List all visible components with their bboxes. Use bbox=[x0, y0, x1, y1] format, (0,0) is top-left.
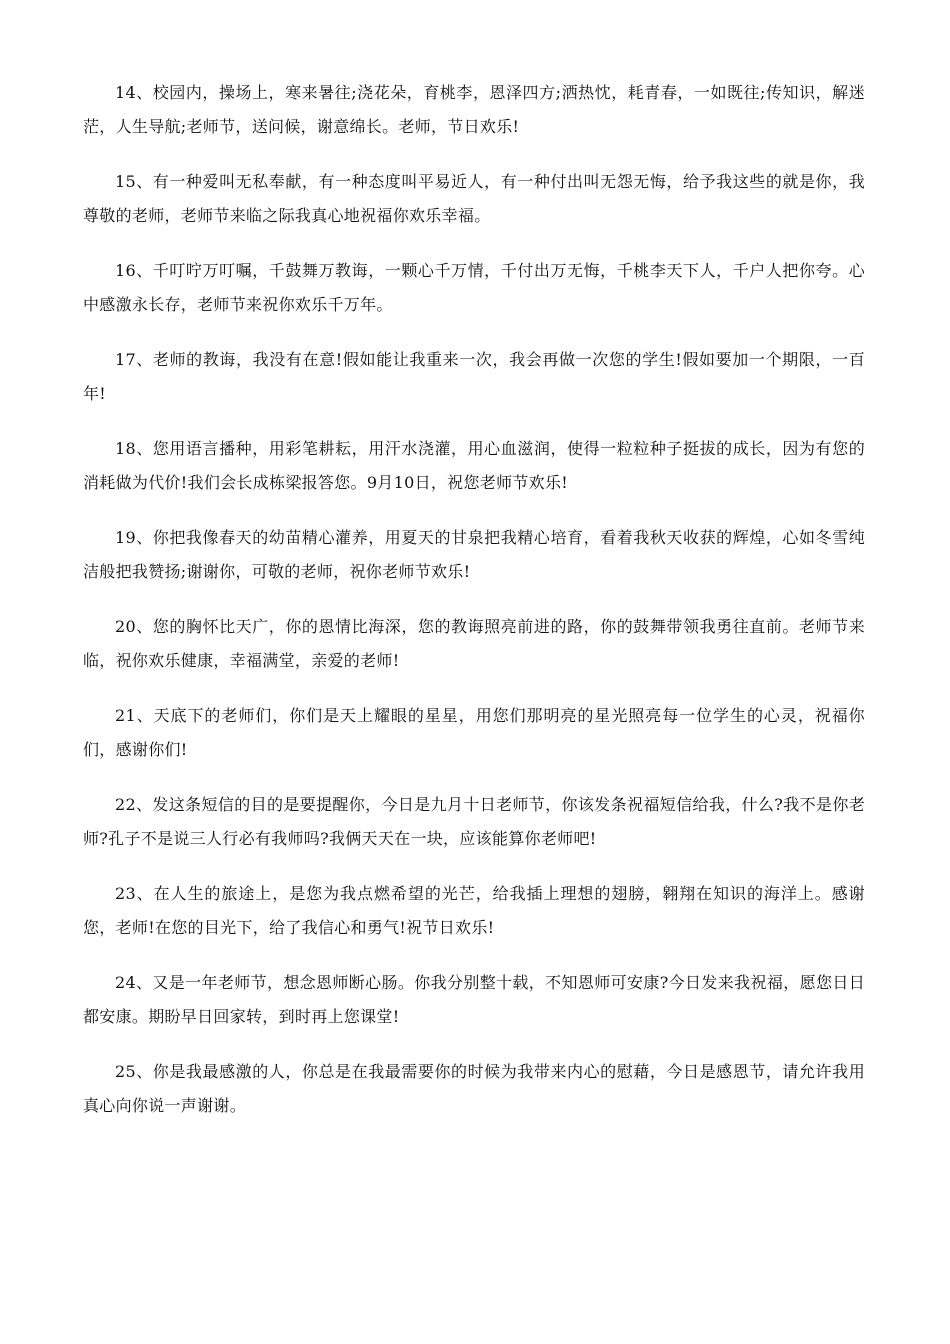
paragraph-15: 15、有一种爱叫无私奉献，有一种态度叫平易近人，有一种付出叫无怨无悔，给予我这些的就是你，我尊敬的老师，老师节来临之际我真心地祝福你欢乐幸福。 bbox=[83, 172, 865, 225]
paragraph-22: 22、发这条短信的目的是要提醒你，今日是九月十日老师节，你该发条祝福短信给我，什么?我不是你老师?孔子不是说三人行必有我师吗?我俩天天在一块，应该能算你老师吧! bbox=[83, 795, 865, 848]
paragraph-23: 23、在人生的旅途上，是您为我点燃希望的光芒，给我插上理想的翅膀，翱翔在知识的海洋上。感谢您，老师!在您的目光下，给了我信心和勇气!祝节日欢乐! bbox=[83, 884, 865, 937]
paragraph-17: 17、老师的教诲，我没有在意!假如能让我重来一次，我会再做一次您的学生!假如要加一个期限，一百年! bbox=[83, 350, 865, 403]
paragraph-20: 20、您的胸怀比天广，你的恩情比海深，您的教诲照亮前进的路，你的鼓舞带领我勇往直前。老师节来临，祝你欢乐健康，幸福满堂，亲爱的老师! bbox=[83, 617, 865, 670]
paragraph-25: 25、你是我最感激的人，你总是在我最需要你的时候为我带来内心的慰藉，今日是感恩节，请允许我用真心向你说一声谢谢。 bbox=[83, 1062, 865, 1115]
paragraph-24: 24、又是一年老师节，想念恩师断心肠。你我分别整十载，不知恩师可安康?今日发来我祝福，愿您日日都安康。期盼早日回家转，到时再上您课堂! bbox=[83, 973, 865, 1026]
paragraph-14: 14、校园内，操场上，寒来暑往;浇花朵，育桃李，恩泽四方;洒热忱，耗青春，一如既往;传知识，解迷茫，人生导航;老师节，送问候，谢意绵长。老师，节日欢乐! bbox=[83, 83, 865, 136]
paragraph-16: 16、千叮咛万叮嘱，千鼓舞万教诲，一颗心千万情，千付出万无悔，千桃李天下人，千户人把你夸。心中感激永长存，老师节来祝你欢乐千万年。 bbox=[83, 261, 865, 314]
document-page bbox=[83, 76, 865, 1144]
paragraph-18: 18、您用语言播种，用彩笔耕耘，用汗水浇灌，用心血滋润，使得一粒粒种子挺拔的成长，因为有您的消耗做为代价!我们会长成栋梁报答您。9月10日，祝您老师节欢乐! bbox=[83, 439, 865, 492]
paragraph-21: 21、天底下的老师们，你们是天上耀眼的星星，用您们那明亮的星光照亮每一位学生的心灵，祝福你们，感谢你们! bbox=[83, 706, 865, 759]
paragraph-19: 19、你把我像春天的幼苗精心灌养，用夏天的甘泉把我精心培育，看着我秋天收获的辉煌，心如冬雪纯洁般把我赞扬;谢谢你，可敬的老师，祝你老师节欢乐! bbox=[83, 528, 865, 581]
